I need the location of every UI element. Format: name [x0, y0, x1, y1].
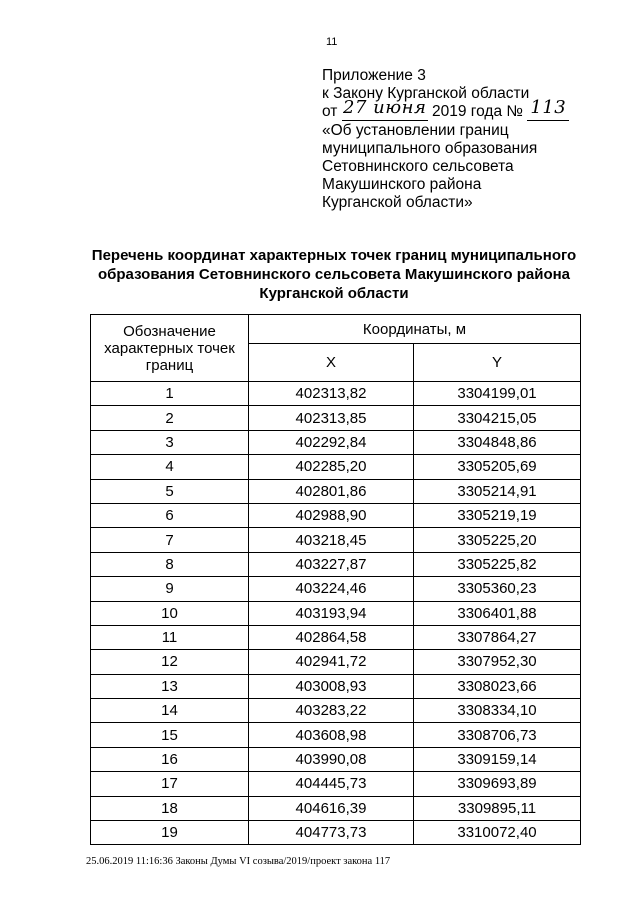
appendix-quote-line: «Об установлении границ [322, 121, 509, 139]
y-coordinate-cell: 3305219,19 [414, 503, 581, 527]
y-coordinate-cell: 3310072,40 [414, 821, 581, 845]
x-coordinate-cell: 402285,20 [249, 455, 414, 479]
date-prefix: от [322, 103, 338, 121]
point-number-cell: 10 [91, 601, 249, 625]
x-coordinate-cell: 403224,46 [249, 577, 414, 601]
table-row [91, 625, 581, 649]
table-row [91, 406, 581, 430]
table-row [91, 601, 581, 625]
y-coordinate-cell: 3309693,89 [414, 772, 581, 796]
title-line: Перечень координат характерных точек границ муниципального [91, 247, 577, 264]
year-text: 2019 года № [432, 103, 523, 121]
table-row [91, 772, 581, 796]
table-row [91, 455, 581, 479]
header-y: Y [414, 344, 581, 382]
point-number-cell: 7 [91, 528, 249, 552]
point-number-cell: 6 [91, 503, 249, 527]
x-coordinate-cell: 402313,85 [249, 406, 414, 430]
x-coordinate-cell: 403990,08 [249, 747, 414, 771]
x-coordinate-cell: 404773,73 [249, 821, 414, 845]
x-coordinate-cell: 403283,22 [249, 699, 414, 723]
table-row [91, 723, 581, 747]
appendix-date-line [322, 97, 569, 121]
point-number-cell: 15 [91, 723, 249, 747]
point-number-cell: 19 [91, 821, 249, 845]
table-body [91, 382, 581, 845]
appendix-title: Приложение 3 [322, 67, 426, 84]
point-number-cell: 11 [91, 625, 249, 649]
table-row [91, 821, 581, 845]
table-row [91, 674, 581, 698]
y-coordinate-cell: 3304215,05 [414, 406, 581, 430]
point-number-cell: 8 [91, 552, 249, 576]
y-coordinate-cell: 3305225,82 [414, 552, 581, 576]
x-coordinate-cell: 402864,58 [249, 625, 414, 649]
y-coordinate-cell: 3306401,88 [414, 601, 581, 625]
document-title [78, 246, 590, 303]
number-blank [527, 97, 569, 121]
header-coordinates: Координаты, м [249, 315, 581, 344]
point-number-cell: 14 [91, 699, 249, 723]
table-row [91, 650, 581, 674]
y-coordinate-cell: 3304848,86 [414, 430, 581, 454]
x-coordinate-cell: 403218,45 [249, 528, 414, 552]
point-number-cell: 3 [91, 430, 249, 454]
table-row [91, 528, 581, 552]
y-coordinate-cell: 3308334,10 [414, 699, 581, 723]
y-coordinate-cell: 3305360,23 [414, 577, 581, 601]
y-coordinate-cell: 3309159,14 [414, 747, 581, 771]
x-coordinate-cell: 403008,93 [249, 674, 414, 698]
header-designation: Обозначение характерных точек границ [91, 315, 249, 382]
table-row [91, 382, 581, 406]
appendix-law-reference: к Закону Курганской области [322, 85, 530, 103]
footer-stamp: 25.06.2019 11:16:36 Законы Думы VI созыва/2019/проект закона 117 [86, 856, 391, 867]
x-coordinate-cell: 402941,72 [249, 650, 414, 674]
table-row [91, 577, 581, 601]
x-coordinate-cell: 402313,82 [249, 382, 414, 406]
appendix-header [322, 67, 569, 213]
y-coordinate-cell: 3305225,20 [414, 528, 581, 552]
point-number-cell: 2 [91, 406, 249, 430]
appendix-quote-line: Курганской области» [322, 194, 473, 212]
x-coordinate-cell: 404445,73 [249, 772, 414, 796]
x-coordinate-cell: 403608,98 [249, 723, 414, 747]
table-row [91, 479, 581, 503]
table-row [91, 699, 581, 723]
appendix-quote-line: Сетовнинского сельсовета [322, 158, 514, 176]
appendix-quote-line: муниципального образования [322, 139, 538, 157]
page-number: 11 [326, 36, 338, 48]
y-coordinate-cell: 3307864,27 [414, 625, 581, 649]
title-line: образования Сетовнинского сельсовета Макушинского района [97, 266, 571, 283]
appendix-quote-line: Макушинского района [322, 176, 482, 194]
table-row [91, 430, 581, 454]
point-number-cell: 9 [91, 577, 249, 601]
header-x: X [249, 344, 414, 382]
title-line: Курганской области [259, 285, 409, 302]
table-row [91, 747, 581, 771]
date-blank [342, 97, 428, 121]
y-coordinate-cell: 3305205,69 [414, 455, 581, 479]
y-coordinate-cell: 3307952,30 [414, 650, 581, 674]
x-coordinate-cell: 402801,86 [249, 479, 414, 503]
x-coordinate-cell: 404616,39 [249, 796, 414, 820]
handwritten-number: 113 [530, 97, 567, 119]
x-coordinate-cell: 402988,90 [249, 503, 414, 527]
y-coordinate-cell: 3309895,11 [414, 796, 581, 820]
x-coordinate-cell: 402292,84 [249, 430, 414, 454]
point-number-cell: 5 [91, 479, 249, 503]
y-coordinate-cell: 3304199,01 [414, 382, 581, 406]
y-coordinate-cell: 3305214,91 [414, 479, 581, 503]
y-coordinate-cell: 3308706,73 [414, 723, 581, 747]
point-number-cell: 13 [91, 674, 249, 698]
point-number-cell: 4 [91, 455, 249, 479]
point-number-cell: 18 [91, 796, 249, 820]
point-number-cell: 12 [91, 650, 249, 674]
y-coordinate-cell: 3308023,66 [414, 674, 581, 698]
point-number-cell: 16 [91, 747, 249, 771]
handwritten-date: 27 июня [343, 97, 427, 119]
x-coordinate-cell: 403193,94 [249, 601, 414, 625]
x-coordinate-cell: 403227,87 [249, 552, 414, 576]
point-number-cell: 1 [91, 382, 249, 406]
point-number-cell: 17 [91, 772, 249, 796]
table-row [91, 552, 581, 576]
table-row [91, 503, 581, 527]
coordinates-table [90, 314, 581, 845]
table-row [91, 796, 581, 820]
